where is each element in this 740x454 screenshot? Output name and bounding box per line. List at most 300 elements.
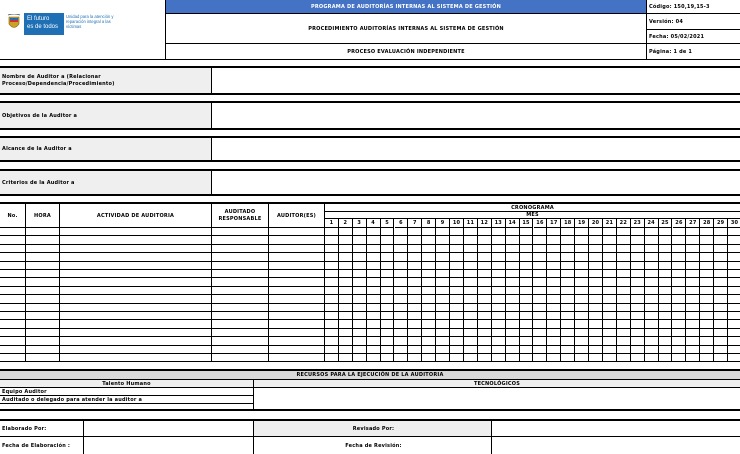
day-cell[interactable] — [631, 304, 645, 312]
table-cell[interactable] — [60, 320, 212, 328]
day-cell[interactable] — [645, 337, 659, 345]
table-cell[interactable] — [212, 262, 269, 270]
day-cell[interactable] — [659, 329, 673, 337]
day-cell[interactable] — [395, 346, 409, 354]
day-cell[interactable] — [450, 354, 464, 362]
day-cell[interactable] — [408, 228, 422, 236]
day-cell[interactable] — [673, 304, 687, 312]
day-cell[interactable] — [381, 262, 395, 270]
day-cell[interactable] — [645, 253, 659, 261]
day-cell[interactable] — [492, 329, 506, 337]
day-cell[interactable] — [520, 304, 534, 312]
day-cell[interactable] — [478, 262, 492, 270]
day-cell[interactable] — [575, 270, 589, 278]
table-cell[interactable] — [269, 236, 325, 244]
day-cell[interactable] — [617, 287, 631, 295]
table-cell[interactable] — [0, 312, 26, 320]
day-cell[interactable] — [589, 329, 603, 337]
day-cell[interactable] — [645, 320, 659, 328]
day-cell[interactable] — [325, 304, 339, 312]
day-cell[interactable] — [506, 228, 520, 236]
day-cell[interactable] — [714, 295, 728, 303]
day-cell[interactable] — [561, 270, 575, 278]
day-cell[interactable] — [325, 262, 339, 270]
day-cell[interactable] — [603, 304, 617, 312]
day-cell[interactable] — [422, 320, 436, 328]
day-cell[interactable] — [464, 320, 478, 328]
table-cell[interactable] — [212, 236, 269, 244]
day-cell[interactable] — [325, 346, 339, 354]
day-cell[interactable] — [589, 262, 603, 270]
day-cell[interactable] — [686, 354, 700, 362]
day-cell[interactable] — [547, 320, 561, 328]
day-cell[interactable] — [714, 304, 728, 312]
day-cell[interactable] — [631, 278, 645, 286]
day-cell[interactable] — [589, 236, 603, 244]
day-cell[interactable] — [631, 320, 645, 328]
day-cell[interactable] — [436, 262, 450, 270]
day-cell[interactable] — [603, 312, 617, 320]
day-cell[interactable] — [422, 329, 436, 337]
table-cell[interactable] — [269, 329, 325, 337]
table-cell[interactable] — [60, 304, 212, 312]
day-cell[interactable] — [395, 295, 409, 303]
audit-name-field[interactable] — [212, 68, 740, 95]
day-cell[interactable] — [464, 278, 478, 286]
day-cell[interactable] — [381, 320, 395, 328]
table-cell[interactable] — [26, 354, 60, 362]
day-cell[interactable] — [436, 253, 450, 261]
day-cell[interactable] — [478, 354, 492, 362]
day-cell[interactable] — [353, 262, 367, 270]
day-cell[interactable] — [395, 253, 409, 261]
day-cell[interactable] — [422, 245, 436, 253]
table-cell[interactable] — [0, 236, 26, 244]
table-cell[interactable] — [26, 236, 60, 244]
day-cell[interactable] — [325, 354, 339, 362]
fecha-revision-field[interactable] — [492, 437, 740, 454]
day-cell[interactable] — [603, 253, 617, 261]
day-cell[interactable] — [575, 346, 589, 354]
day-cell[interactable] — [464, 287, 478, 295]
day-cell[interactable] — [714, 287, 728, 295]
day-cell[interactable] — [547, 253, 561, 261]
day-cell[interactable] — [686, 228, 700, 236]
day-cell[interactable] — [589, 278, 603, 286]
day-cell[interactable] — [686, 329, 700, 337]
day-cell[interactable] — [506, 312, 520, 320]
day-cell[interactable] — [492, 278, 506, 286]
table-row[interactable] — [0, 295, 740, 303]
day-cell[interactable] — [575, 312, 589, 320]
day-cell[interactable] — [547, 236, 561, 244]
day-cell[interactable] — [520, 295, 534, 303]
day-cell[interactable] — [478, 346, 492, 354]
day-cell[interactable] — [547, 312, 561, 320]
day-cell[interactable] — [422, 228, 436, 236]
day-cell[interactable] — [422, 304, 436, 312]
day-cell[interactable] — [728, 262, 740, 270]
day-cell[interactable] — [367, 354, 381, 362]
day-cell[interactable] — [506, 304, 520, 312]
day-cell[interactable] — [645, 278, 659, 286]
day-cell[interactable] — [547, 245, 561, 253]
day-cell[interactable] — [617, 295, 631, 303]
day-cell[interactable] — [575, 236, 589, 244]
table-row[interactable] — [0, 337, 740, 345]
day-cell[interactable] — [645, 287, 659, 295]
day-cell[interactable] — [339, 337, 353, 345]
day-cell[interactable] — [506, 236, 520, 244]
table-cell[interactable] — [269, 262, 325, 270]
day-cell[interactable] — [547, 270, 561, 278]
day-cell[interactable] — [395, 329, 409, 337]
day-cell[interactable] — [478, 312, 492, 320]
day-cell[interactable] — [450, 236, 464, 244]
table-cell[interactable] — [0, 320, 26, 328]
day-cell[interactable] — [673, 329, 687, 337]
day-cell[interactable] — [353, 337, 367, 345]
day-cell[interactable] — [631, 354, 645, 362]
day-cell[interactable] — [534, 236, 548, 244]
day-cell[interactable] — [603, 236, 617, 244]
day-cell[interactable] — [659, 278, 673, 286]
day-cell[interactable] — [353, 304, 367, 312]
day-cell[interactable] — [450, 337, 464, 345]
day-cell[interactable] — [520, 346, 534, 354]
day-cell[interactable] — [436, 245, 450, 253]
day-cell[interactable] — [603, 287, 617, 295]
day-cell[interactable] — [436, 287, 450, 295]
day-cell[interactable] — [728, 304, 740, 312]
day-cell[interactable] — [381, 304, 395, 312]
day-cell[interactable] — [645, 354, 659, 362]
day-cell[interactable] — [381, 337, 395, 345]
table-cell[interactable] — [0, 287, 26, 295]
table-cell[interactable] — [212, 337, 269, 345]
day-cell[interactable] — [478, 236, 492, 244]
day-cell[interactable] — [603, 354, 617, 362]
day-cell[interactable] — [395, 287, 409, 295]
day-cell[interactable] — [478, 245, 492, 253]
day-cell[interactable] — [700, 228, 714, 236]
table-row[interactable] — [0, 236, 740, 244]
day-cell[interactable] — [714, 278, 728, 286]
day-cell[interactable] — [589, 337, 603, 345]
day-cell[interactable] — [603, 346, 617, 354]
day-cell[interactable] — [589, 287, 603, 295]
day-cell[interactable] — [325, 320, 339, 328]
day-cell[interactable] — [686, 253, 700, 261]
day-cell[interactable] — [367, 295, 381, 303]
day-cell[interactable] — [325, 278, 339, 286]
day-cell[interactable] — [464, 253, 478, 261]
day-cell[interactable] — [353, 295, 367, 303]
day-cell[interactable] — [367, 278, 381, 286]
day-cell[interactable] — [436, 346, 450, 354]
day-cell[interactable] — [325, 245, 339, 253]
table-row[interactable] — [0, 329, 740, 337]
day-cell[interactable] — [700, 262, 714, 270]
day-cell[interactable] — [492, 320, 506, 328]
day-cell[interactable] — [700, 270, 714, 278]
day-cell[interactable] — [506, 278, 520, 286]
day-cell[interactable] — [395, 312, 409, 320]
day-cell[interactable] — [561, 245, 575, 253]
day-cell[interactable] — [673, 354, 687, 362]
day-cell[interactable] — [728, 320, 740, 328]
day-cell[interactable] — [534, 295, 548, 303]
day-cell[interactable] — [547, 278, 561, 286]
day-cell[interactable] — [534, 304, 548, 312]
day-cell[interactable] — [603, 228, 617, 236]
day-cell[interactable] — [645, 245, 659, 253]
table-cell[interactable] — [0, 346, 26, 354]
day-cell[interactable] — [617, 253, 631, 261]
day-cell[interactable] — [561, 295, 575, 303]
day-cell[interactable] — [478, 287, 492, 295]
day-cell[interactable] — [408, 329, 422, 337]
day-cell[interactable] — [561, 304, 575, 312]
day-cell[interactable] — [492, 270, 506, 278]
day-cell[interactable] — [575, 320, 589, 328]
table-cell[interactable] — [269, 253, 325, 261]
day-cell[interactable] — [436, 278, 450, 286]
table-row[interactable] — [0, 270, 740, 278]
day-cell[interactable] — [408, 295, 422, 303]
day-cell[interactable] — [506, 295, 520, 303]
day-cell[interactable] — [450, 278, 464, 286]
day-cell[interactable] — [325, 329, 339, 337]
day-cell[interactable] — [534, 354, 548, 362]
table-cell[interactable] — [212, 304, 269, 312]
day-cell[interactable] — [575, 304, 589, 312]
day-cell[interactable] — [325, 253, 339, 261]
day-cell[interactable] — [353, 278, 367, 286]
table-cell[interactable] — [212, 320, 269, 328]
day-cell[interactable] — [436, 337, 450, 345]
table-cell[interactable] — [0, 354, 26, 362]
table-cell[interactable] — [212, 270, 269, 278]
day-cell[interactable] — [436, 320, 450, 328]
day-cell[interactable] — [339, 287, 353, 295]
table-cell[interactable] — [60, 295, 212, 303]
day-cell[interactable] — [367, 320, 381, 328]
day-cell[interactable] — [575, 253, 589, 261]
day-cell[interactable] — [506, 270, 520, 278]
day-cell[interactable] — [395, 228, 409, 236]
day-cell[interactable] — [673, 278, 687, 286]
day-cell[interactable] — [520, 262, 534, 270]
table-row[interactable] — [0, 312, 740, 320]
day-cell[interactable] — [603, 295, 617, 303]
day-cell[interactable] — [450, 228, 464, 236]
day-cell[interactable] — [631, 228, 645, 236]
day-cell[interactable] — [408, 262, 422, 270]
day-cell[interactable] — [367, 287, 381, 295]
day-cell[interactable] — [686, 278, 700, 286]
day-cell[interactable] — [673, 346, 687, 354]
day-cell[interactable] — [673, 262, 687, 270]
table-cell[interactable] — [60, 287, 212, 295]
day-cell[interactable] — [506, 320, 520, 328]
day-cell[interactable] — [603, 245, 617, 253]
day-cell[interactable] — [561, 253, 575, 261]
table-cell[interactable] — [0, 278, 26, 286]
day-cell[interactable] — [534, 312, 548, 320]
day-cell[interactable] — [645, 304, 659, 312]
day-cell[interactable] — [728, 236, 740, 244]
day-cell[interactable] — [464, 329, 478, 337]
day-cell[interactable] — [617, 329, 631, 337]
day-cell[interactable] — [422, 262, 436, 270]
day-cell[interactable] — [325, 270, 339, 278]
day-cell[interactable] — [547, 287, 561, 295]
table-row[interactable] — [0, 262, 740, 270]
day-cell[interactable] — [339, 262, 353, 270]
table-cell[interactable] — [269, 287, 325, 295]
day-cell[interactable] — [325, 337, 339, 345]
day-cell[interactable] — [673, 295, 687, 303]
table-cell[interactable] — [26, 320, 60, 328]
day-cell[interactable] — [422, 253, 436, 261]
day-cell[interactable] — [534, 346, 548, 354]
day-cell[interactable] — [492, 287, 506, 295]
day-cell[interactable] — [617, 346, 631, 354]
day-cell[interactable] — [673, 312, 687, 320]
day-cell[interactable] — [436, 312, 450, 320]
table-cell[interactable] — [26, 278, 60, 286]
day-cell[interactable] — [700, 312, 714, 320]
table-cell[interactable] — [269, 270, 325, 278]
day-cell[interactable] — [534, 320, 548, 328]
day-cell[interactable] — [367, 228, 381, 236]
day-cell[interactable] — [617, 228, 631, 236]
table-cell[interactable] — [60, 312, 212, 320]
day-cell[interactable] — [728, 295, 740, 303]
day-cell[interactable] — [728, 329, 740, 337]
day-cell[interactable] — [534, 245, 548, 253]
day-cell[interactable] — [714, 245, 728, 253]
day-cell[interactable] — [450, 245, 464, 253]
day-cell[interactable] — [645, 295, 659, 303]
day-cell[interactable] — [561, 236, 575, 244]
day-cell[interactable] — [547, 228, 561, 236]
day-cell[interactable] — [617, 337, 631, 345]
day-cell[interactable] — [589, 245, 603, 253]
day-cell[interactable] — [673, 228, 687, 236]
day-cell[interactable] — [700, 295, 714, 303]
day-cell[interactable] — [686, 236, 700, 244]
day-cell[interactable] — [534, 278, 548, 286]
day-cell[interactable] — [395, 354, 409, 362]
day-cell[interactable] — [700, 329, 714, 337]
day-cell[interactable] — [450, 262, 464, 270]
day-cell[interactable] — [492, 228, 506, 236]
day-cell[interactable] — [367, 312, 381, 320]
day-cell[interactable] — [506, 346, 520, 354]
day-cell[interactable] — [381, 354, 395, 362]
day-cell[interactable] — [395, 320, 409, 328]
day-cell[interactable] — [617, 245, 631, 253]
day-cell[interactable] — [506, 287, 520, 295]
table-row[interactable] — [0, 346, 740, 354]
day-cell[interactable] — [561, 312, 575, 320]
day-cell[interactable] — [686, 346, 700, 354]
table-cell[interactable] — [0, 245, 26, 253]
day-cell[interactable] — [617, 320, 631, 328]
objectives-field[interactable] — [212, 103, 740, 130]
day-cell[interactable] — [645, 346, 659, 354]
day-cell[interactable] — [422, 354, 436, 362]
day-cell[interactable] — [506, 329, 520, 337]
day-cell[interactable] — [645, 236, 659, 244]
day-cell[interactable] — [686, 262, 700, 270]
day-cell[interactable] — [422, 270, 436, 278]
table-cell[interactable] — [60, 346, 212, 354]
day-cell[interactable] — [395, 236, 409, 244]
table-cell[interactable] — [212, 278, 269, 286]
day-cell[interactable] — [353, 312, 367, 320]
day-cell[interactable] — [353, 228, 367, 236]
day-cell[interactable] — [603, 270, 617, 278]
day-cell[interactable] — [339, 354, 353, 362]
table-cell[interactable] — [269, 228, 325, 236]
day-cell[interactable] — [659, 287, 673, 295]
day-cell[interactable] — [561, 337, 575, 345]
day-cell[interactable] — [589, 346, 603, 354]
day-cell[interactable] — [492, 337, 506, 345]
day-cell[interactable] — [659, 236, 673, 244]
day-cell[interactable] — [575, 245, 589, 253]
elaborado-field[interactable] — [84, 419, 254, 437]
table-cell[interactable] — [26, 346, 60, 354]
day-cell[interactable] — [700, 346, 714, 354]
table-cell[interactable] — [269, 320, 325, 328]
day-cell[interactable] — [631, 312, 645, 320]
table-cell[interactable] — [26, 329, 60, 337]
day-cell[interactable] — [492, 346, 506, 354]
day-cell[interactable] — [645, 329, 659, 337]
day-cell[interactable] — [700, 245, 714, 253]
day-cell[interactable] — [547, 346, 561, 354]
table-cell[interactable] — [26, 312, 60, 320]
day-cell[interactable] — [520, 236, 534, 244]
day-cell[interactable] — [631, 329, 645, 337]
day-cell[interactable] — [367, 304, 381, 312]
day-cell[interactable] — [659, 312, 673, 320]
day-cell[interactable] — [325, 287, 339, 295]
day-cell[interactable] — [575, 295, 589, 303]
table-cell[interactable] — [0, 329, 26, 337]
day-cell[interactable] — [408, 337, 422, 345]
day-cell[interactable] — [492, 304, 506, 312]
day-cell[interactable] — [700, 354, 714, 362]
day-cell[interactable] — [381, 287, 395, 295]
day-cell[interactable] — [367, 245, 381, 253]
day-cell[interactable] — [561, 262, 575, 270]
table-cell[interactable] — [60, 245, 212, 253]
day-cell[interactable] — [686, 337, 700, 345]
day-cell[interactable] — [408, 253, 422, 261]
table-cell[interactable] — [212, 329, 269, 337]
day-cell[interactable] — [631, 262, 645, 270]
table-cell[interactable] — [60, 354, 212, 362]
table-cell[interactable] — [212, 312, 269, 320]
day-cell[interactable] — [506, 253, 520, 261]
day-cell[interactable] — [575, 228, 589, 236]
day-cell[interactable] — [534, 287, 548, 295]
